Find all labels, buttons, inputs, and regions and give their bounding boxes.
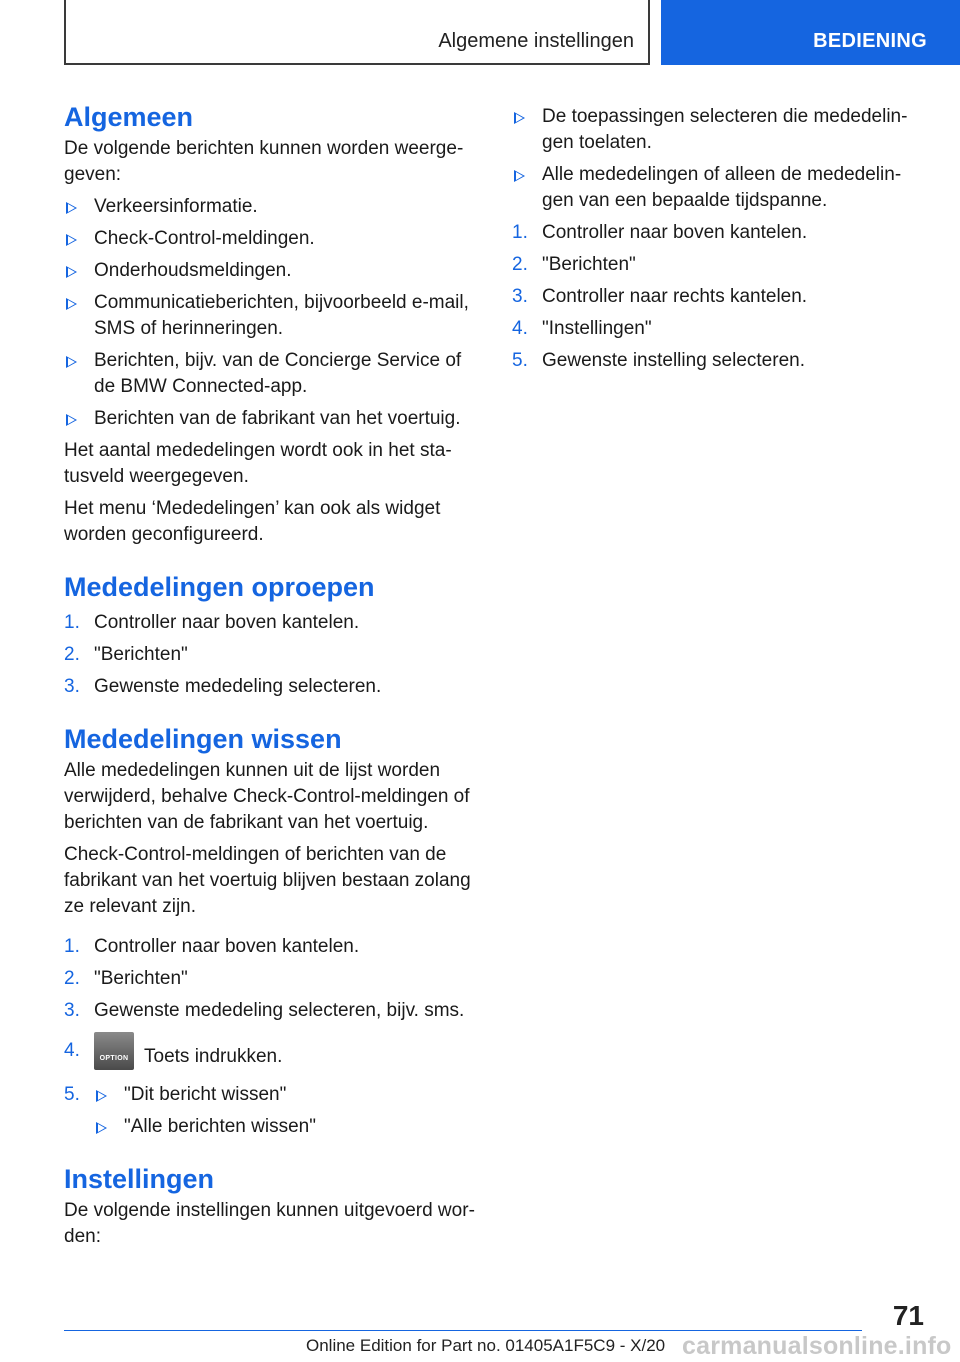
triangle-bullet-icon xyxy=(66,356,77,368)
paragraph: De volgende instellingen kunnen uitgevoerd worden: xyxy=(64,1200,475,1247)
message-types-list xyxy=(64,194,482,432)
edition-text: Online Edition for Part no. 01405A1F5C9 - X/20 xyxy=(306,1336,666,1355)
sub-options-list xyxy=(94,1082,482,1140)
list-item: "Alle berichten wissen" xyxy=(94,1114,482,1140)
paragraph: Het menu ‘Mededelingen’ kan ook als widget worden geconfigureerd. xyxy=(64,498,441,545)
list-item: Check-Control-meldingen. xyxy=(64,226,482,252)
triangle-bullet-icon xyxy=(514,112,525,124)
triangle-bullet-icon xyxy=(66,202,77,214)
triangle-bullet-icon xyxy=(66,234,77,246)
triangle-bullet-icon xyxy=(96,1090,107,1102)
steps-list xyxy=(512,220,912,374)
option-button-icon: OPTION xyxy=(94,1032,134,1070)
list-item: Alle mededelingen of alleen de mededelingen van een bepaalde tijdspanne. xyxy=(512,162,912,214)
step-item: 4. "Instellingen" xyxy=(512,318,652,339)
settings-list xyxy=(512,104,912,214)
steps-list xyxy=(64,610,482,700)
paragraph: Alle mededelingen kunnen uit de lijst worden verwijderd, behalve Check-Control-meldingen of berichten van de fabrikant van het voertuig. xyxy=(64,760,470,833)
triangle-bullet-icon xyxy=(514,170,525,182)
list-item: Berichten van de fabrikant van het voertuig. xyxy=(64,406,482,432)
list-item: "Dit bericht wissen" xyxy=(94,1082,482,1108)
paragraph: Check-Control-meldingen of berichten van de fabrikant van het voertuig blijven bestaan zolang ze relevant zijn. xyxy=(64,844,471,917)
triangle-bullet-icon xyxy=(66,266,77,278)
section-tab xyxy=(661,0,960,65)
heading-mededelingen-oproepen: Mededelingen oproepen xyxy=(64,572,375,602)
running-header xyxy=(64,0,650,65)
list-item: Onderhoudsmeldingen. xyxy=(64,258,482,284)
chapter-title: Algemene instellingen xyxy=(438,30,634,52)
section-title: BEDIENING xyxy=(813,30,927,52)
step-item: 2. "Berichten" xyxy=(64,968,188,989)
step-item: 5. Gewenste instelling selecteren. xyxy=(512,350,805,371)
step-item: 1. Controller naar boven kantelen. xyxy=(64,612,360,633)
list-item: De toepassingen selecteren die mededelingen toelaten. xyxy=(512,104,912,156)
paragraph: Het aantal mededelingen wordt ook in het statusveld weergegeven. xyxy=(64,440,452,487)
step-item: 4. OPTION Toets indrukken. xyxy=(64,1038,482,1076)
step-item: 1. Controller naar boven kantelen. xyxy=(512,222,808,243)
heading-algemeen: Algemeen xyxy=(64,102,194,132)
steps-list xyxy=(64,934,482,1140)
list-item: Verkeersinformatie. xyxy=(64,194,482,220)
step-item: 2. "Berichten" xyxy=(64,644,188,665)
page-number: 71 xyxy=(892,1300,924,1331)
intro-paragraph: De volgende berichten kunnen worden weergegeven: xyxy=(64,138,464,185)
triangle-bullet-icon xyxy=(96,1122,107,1134)
step-item: 3. Gewenste mededeling selecteren. xyxy=(64,676,382,697)
step-item: 5. "Dit bericht wissen" "Alle berichten wissen" xyxy=(64,1082,482,1140)
heading-mededelingen-wissen: Mededelingen wissen xyxy=(64,724,342,754)
list-item: Communicatieberichten, bijvoorbeeld e-mail, SMS of herinneringen. xyxy=(64,290,482,342)
watermark: carmanualsonline.info xyxy=(682,1332,952,1360)
footer-divider xyxy=(64,1330,862,1331)
triangle-bullet-icon xyxy=(66,298,77,310)
step-item: 3. Gewenste mededeling selecteren, bijv. sms. xyxy=(64,1000,465,1021)
step-item: 1. Controller naar boven kantelen. xyxy=(64,936,360,957)
left-column xyxy=(64,100,482,1250)
list-item: Berichten, bijv. van de Concierge Service of de BMW Connected-app. xyxy=(64,348,482,400)
step-item: 2. "Berichten" xyxy=(512,254,636,275)
step-item: 3. Controller naar rechts kantelen. xyxy=(512,286,808,307)
heading-instellingen: Instellingen xyxy=(64,1164,215,1194)
right-column xyxy=(512,100,912,380)
triangle-bullet-icon xyxy=(66,414,77,426)
